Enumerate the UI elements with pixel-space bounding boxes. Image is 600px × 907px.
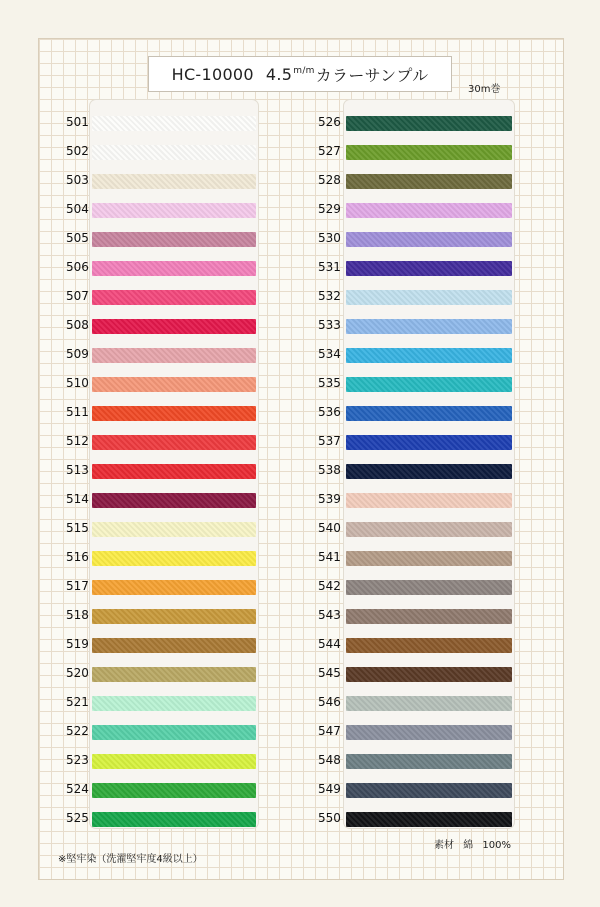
color-swatch-516 — [92, 551, 256, 566]
color-swatch-513 — [92, 464, 256, 479]
color-swatch-534 — [346, 348, 512, 363]
color-swatch-550 — [346, 812, 512, 827]
color-code-541: 541 — [318, 550, 341, 564]
color-code-506: 506 — [66, 260, 89, 274]
color-code-515: 515 — [66, 521, 89, 535]
color-code-550: 550 — [318, 811, 341, 825]
color-swatch-523 — [92, 754, 256, 769]
color-code-537: 537 — [318, 434, 341, 448]
color-swatch-522 — [92, 725, 256, 740]
color-code-508: 508 — [66, 318, 89, 332]
color-swatch-509 — [92, 348, 256, 363]
color-swatch-543 — [346, 609, 512, 624]
color-swatch-547 — [346, 725, 512, 740]
color-swatch-531 — [346, 261, 512, 276]
color-swatch-517 — [92, 580, 256, 595]
color-swatch-508 — [92, 319, 256, 334]
color-swatch-546 — [346, 696, 512, 711]
color-swatch-542 — [346, 580, 512, 595]
color-swatch-506 — [92, 261, 256, 276]
color-swatch-518 — [92, 609, 256, 624]
color-code-542: 542 — [318, 579, 341, 593]
color-swatch-549 — [346, 783, 512, 798]
color-code-517: 517 — [66, 579, 89, 593]
title-suffix: カラーサンプル — [315, 65, 429, 85]
page-title — [148, 56, 452, 92]
color-swatch-538 — [346, 464, 512, 479]
color-code-503: 503 — [66, 173, 89, 187]
color-code-531: 531 — [318, 260, 341, 274]
color-code-523: 523 — [66, 753, 89, 767]
color-code-512: 512 — [66, 434, 89, 448]
color-swatch-526 — [346, 116, 512, 131]
color-code-522: 522 — [66, 724, 89, 738]
color-code-510: 510 — [66, 376, 89, 390]
roll-length-label: 30m巻 — [468, 84, 501, 95]
color-code-521: 521 — [66, 695, 89, 709]
color-swatch-539 — [346, 493, 512, 508]
color-code-545: 545 — [318, 666, 341, 680]
color-swatch-505 — [92, 232, 256, 247]
color-swatch-519 — [92, 638, 256, 653]
color-swatch-527 — [346, 145, 512, 160]
color-swatch-504 — [92, 203, 256, 218]
color-swatch-521 — [92, 696, 256, 711]
color-code-547: 547 — [318, 724, 341, 738]
footnote: ※堅牢染（洗濯堅牢度4級以上） — [58, 854, 203, 865]
color-code-543: 543 — [318, 608, 341, 622]
color-code-535: 535 — [318, 376, 341, 390]
color-code-526: 526 — [318, 115, 341, 129]
color-code-511: 511 — [66, 405, 89, 419]
color-code-507: 507 — [66, 289, 89, 303]
color-code-527: 527 — [318, 144, 341, 158]
color-swatch-507 — [92, 290, 256, 305]
color-code-509: 509 — [66, 347, 89, 361]
color-swatch-548 — [346, 754, 512, 769]
color-swatch-529 — [346, 203, 512, 218]
title-unit-fraction: m/m — [293, 66, 315, 76]
color-swatch-545 — [346, 667, 512, 682]
title-width: 4.5 — [265, 64, 293, 84]
color-code-534: 534 — [318, 347, 341, 361]
color-code-529: 529 — [318, 202, 341, 216]
color-swatch-535 — [346, 377, 512, 392]
color-code-520: 520 — [66, 666, 89, 680]
color-swatch-541 — [346, 551, 512, 566]
color-swatch-501 — [92, 116, 256, 131]
title-product: HC-10000 — [171, 64, 254, 84]
color-swatch-533 — [346, 319, 512, 334]
color-swatch-514 — [92, 493, 256, 508]
color-swatch-540 — [346, 522, 512, 537]
color-swatch-536 — [346, 406, 512, 421]
color-swatch-502 — [92, 145, 256, 160]
color-code-540: 540 — [318, 521, 341, 535]
color-code-525: 525 — [66, 811, 89, 825]
color-code-548: 548 — [318, 753, 341, 767]
color-code-549: 549 — [318, 782, 341, 796]
color-code-528: 528 — [318, 173, 341, 187]
color-code-516: 516 — [66, 550, 89, 564]
color-swatch-515 — [92, 522, 256, 537]
color-code-533: 533 — [318, 318, 341, 332]
color-code-539: 539 — [318, 492, 341, 506]
color-code-501: 501 — [66, 115, 89, 129]
color-code-536: 536 — [318, 405, 341, 419]
color-swatch-511 — [92, 406, 256, 421]
color-swatch-530 — [346, 232, 512, 247]
color-swatch-512 — [92, 435, 256, 450]
color-code-524: 524 — [66, 782, 89, 796]
color-swatch-532 — [346, 290, 512, 305]
color-swatch-520 — [92, 667, 256, 682]
color-code-544: 544 — [318, 637, 341, 651]
color-code-532: 532 — [318, 289, 341, 303]
color-code-504: 504 — [66, 202, 89, 216]
color-code-513: 513 — [66, 463, 89, 477]
color-swatch-537 — [346, 435, 512, 450]
color-swatch-524 — [92, 783, 256, 798]
color-swatch-510 — [92, 377, 256, 392]
color-code-502: 502 — [66, 144, 89, 158]
material-label: 素材 綿 100% — [434, 840, 511, 851]
color-swatch-525 — [92, 812, 256, 827]
color-code-519: 519 — [66, 637, 89, 651]
color-swatch-528 — [346, 174, 512, 189]
color-code-538: 538 — [318, 463, 341, 477]
color-code-518: 518 — [66, 608, 89, 622]
color-swatch-503 — [92, 174, 256, 189]
color-code-546: 546 — [318, 695, 341, 709]
color-code-530: 530 — [318, 231, 341, 245]
color-code-505: 505 — [66, 231, 89, 245]
color-code-514: 514 — [66, 492, 89, 506]
color-swatch-544 — [346, 638, 512, 653]
